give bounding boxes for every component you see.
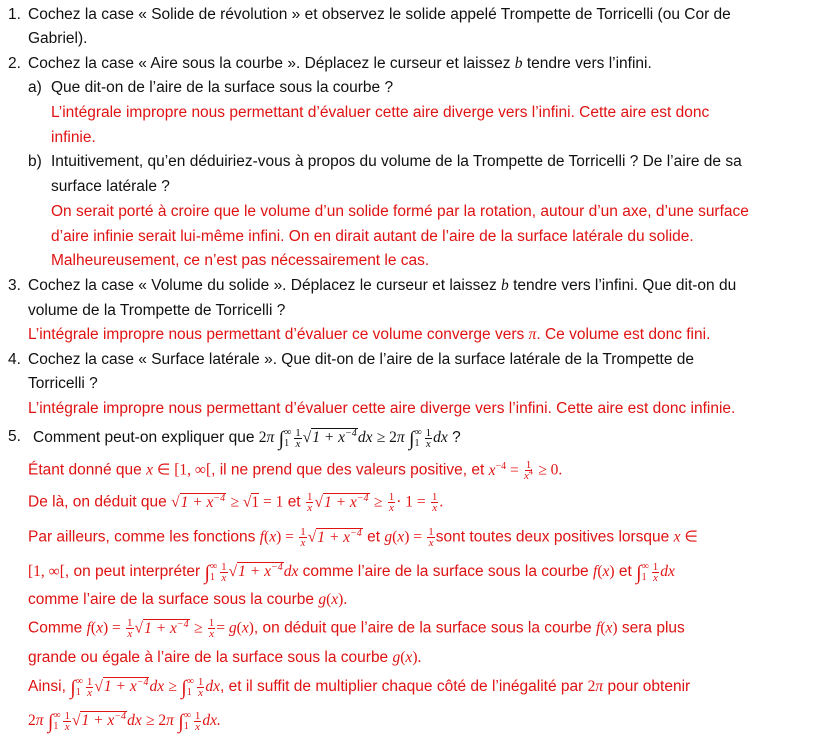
question-2b-line2: surface latérale ?: [51, 178, 170, 195]
answer-2b-line1: On serait porté à croire que le volume d’un solide formé par la rotation, autour d’un axe, d’une surface: [51, 203, 749, 220]
question-1-line1: Cochez la case « Solide de révolution » et observez le solide appelé Trompette de Torricelli (ou Cor de: [28, 6, 731, 23]
question-5: Comment peut-on expliquer que 2π ∫ ∞ 1 $\frac{1}{x}$ $√1 + x^{-4}dx \ge 2\pi$ ∫ ∞ 1 $\frac{1}{x}$ dx ?: [33, 426, 461, 451]
item-4-number: 4.: [8, 351, 21, 368]
answer-5-line6: Comme f(x) = $\frac{1}{x}$ $√1 + x^{-4}$ ≥ $\frac{1}{x}$ = g(x), on déduit que l’aire de la surface sous la courbe f(x) sera plus: [28, 617, 685, 640]
answer-5-line9: 2π ∫ ∞ 1 $\frac{1}{x}$ $√1 + x^{-4}dx \ge 2\pi$ ∫ ∞ 1 $\frac{1}{x}$ dx.: [28, 709, 221, 734]
question-3-line2: volume de la Trompette de Torricelli ?: [28, 302, 286, 319]
sub-a-label: a): [28, 79, 42, 96]
answer-2b-line2: d’aire infinie serait lui-même infini. On en dirait autant de l’aire de la surface latérale du solide.: [51, 228, 694, 245]
answer-5-line4: [1, ∞[, on peut interpréter ∫ ∞ 1 $\frac{1}{x}$ $√1 + x^{-4}dx$ comme l’aire de la surface sous la courbe f(x) et ∫ ∞ 1 $\frac{1}{x}$ dx: [28, 560, 675, 585]
answer-5-line3: Par ailleurs, comme les fonctions f(x) = $\frac{1}{x}$ $√1 + x^{-4}$ et g(x) = $\frac{1}{x}$ sont toutes deux positives lorsque x ∈: [28, 526, 698, 549]
item-3-number: 3.: [8, 277, 21, 294]
question-1-line2: Gabriel).: [28, 30, 88, 47]
answer-5-line5: comme l’aire de la surface sous la courbe g(x).: [28, 591, 348, 608]
item-2-number: 2.: [8, 55, 21, 72]
question-2: Cochez la case « Aire sous la courbe ». Déplacez le curseur et laissez b tendre vers l’infini.: [28, 55, 652, 72]
question-4-line1: Cochez la case « Surface latérale ». Que dit-on de l’aire de la surface latérale de la Trompette de: [28, 351, 695, 368]
answer-2a-line1: L’intégrale impropre nous permettant d’évaluer cette aire diverge vers l’infini. Cette aire est donc: [51, 104, 710, 121]
answer-3: L’intégrale impropre nous permettant d’évaluer ce volume converge vers π. Ce volume est donc fini.: [28, 326, 711, 343]
question-4-line2: Torricelli ?: [28, 375, 98, 392]
question-2a: Que dit-on de l’aire de la surface sous la courbe ?: [51, 79, 394, 96]
answer-2b-line3: Malheureusement, ce n’est pas nécessairement le cas.: [51, 252, 430, 269]
answer-5-line2: De là, on déduit que $√1 + x^{-4} \ge √1 = 1$ et $\frac{1}{x}$ $√1 + x^{-4}$ ≥ $\frac{1}{x}$ · 1 = $\frac{1}{x}$ .: [28, 491, 444, 514]
question-3-line1: Cochez la case « Volume du solide ». Déplacez le curseur et laissez b tendre vers l’infini. Que dit-on du: [28, 277, 737, 294]
answer-5-line7: grande ou égale à l’aire de la surface sous la courbe g(x).: [28, 649, 422, 666]
answer-2a-line2: infinie.: [51, 129, 96, 146]
item-5-number: 5.: [8, 428, 21, 445]
answer-5-line1: Étant donné que x ∈ [1, ∞[, il ne prend que des valeurs positive, et $x^{-4}$ = $\frac{1}{x^4}$ ≥ 0.: [28, 459, 563, 482]
answer-4: L’intégrale impropre nous permettant d’évaluer cette aire diverge vers l’infini. Cette aire est donc infinie.: [28, 400, 736, 417]
question-2b-line1: Intuitivement, qu’en déduiriez-vous à propos du volume de la Trompette de Torricelli ? De l’aire de sa: [51, 153, 742, 170]
item-1-number: 1.: [8, 6, 21, 23]
answer-5-line8: Ainsi, ∫ ∞ 1 $\frac{1}{x}$ $√1 + x^{-4}dx$ ≥ ∫ ∞ 1 $\frac{1}{x}$ dx, et il suffit de multiplier chaque côté de l’inégalité par 2π pour obtenir: [28, 675, 691, 700]
sub-b-label: b): [28, 153, 42, 170]
